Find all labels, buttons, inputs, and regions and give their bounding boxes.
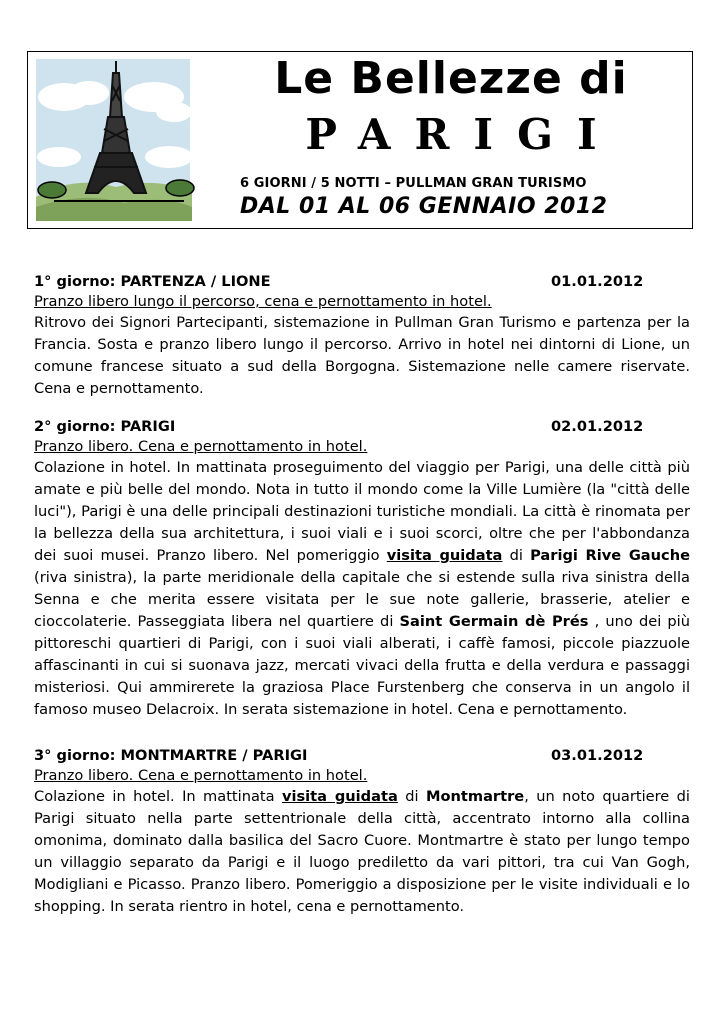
- day-1-description: Ritrovo dei Signori Partecipanti, sistemazione in Pullman Gran Turismo e partenza per la Francia. Sosta e pranzo libero lungo il percorso. Arrivo in hotel nei dintorni di Lione, un comune francese situato a sud della Borgogna. Sistemazione nelle camere riservate. Cena e pernottamento.: [34, 314, 690, 397]
- eiffel-tower-illustration: [34, 57, 200, 223]
- day-2-heading: [34, 417, 690, 437]
- trip-subtitle: 6 GIORNI / 5 NOTTI – PULLMAN GRAN TURISMO: [240, 176, 587, 191]
- day-3-heading: [34, 746, 690, 766]
- day-1-date: 01.01.2012: [551, 273, 644, 290]
- day-3-title: 3° giorno: MONTMARTRE / PARIGI: [34, 747, 308, 764]
- day-3-guided-visit: visita guidata: [281, 788, 398, 805]
- day-2-meals: Pranzo libero. Cena e pernottamento in hotel.: [34, 438, 368, 455]
- day-3-section: [34, 746, 690, 918]
- day-3-meals: Pranzo libero. Cena e pernottamento in hotel.: [34, 767, 368, 784]
- trip-dates: DAL 01 AL 06 GENNAIO 2012: [240, 194, 608, 219]
- day-1-heading: [34, 272, 690, 292]
- day-2-place-rive-gauche: Parigi Rive Gauche: [530, 547, 690, 564]
- day-2-text-a: Colazione in hotel. In mattinata proseguimento del viaggio per Parigi, una delle città più amate e più belle del mondo. Nota in tutto il mondo come la Ville Lumière (la "città delle luci"), Parigi è una delle principali destinazioni turistiche mondiali. La città è rinomata per la bellezza della sua architettura, i suoi viali e i suoi scorci, oltre che per l'abbondanza dei suoi musei. Pranzo libero. Nel pomeriggio: [34, 459, 690, 564]
- day-2-guided-visit: visita guidata: [386, 547, 503, 564]
- day-3-text-a: Colazione in hotel. In mattinata: [34, 788, 282, 805]
- day-2-text-b: di: [502, 547, 531, 564]
- day-2-section: [34, 417, 690, 721]
- day-3-place-montmartre: Montmartre: [425, 788, 525, 805]
- day-2-date: 02.01.2012: [551, 418, 644, 435]
- day-1-title: 1° giorno: PARTENZA / LIONE: [34, 273, 271, 290]
- day-3-description: [34, 786, 690, 918]
- day-2-text-c: (riva sinistra), la parte meridionale della capitale che si estende sulla riva sinistra della Senna e che merita essere visitata per le sue note gallerie, brasserie, atelier e cioccolaterie. Passeggiata libera nel quartiere di: [34, 569, 690, 630]
- day-2-description: [34, 457, 690, 721]
- header-box: [27, 51, 693, 229]
- day-1-section: [34, 272, 690, 400]
- day-2-title: 2° giorno: PARIGI: [34, 418, 176, 435]
- day-3-text-c: , un noto quartiere di Parigi situato nella parte settentrionale della città, accentrato intorno alla collina omonima, dominato dalla basilica del Sacro Cuore. Montmartre è stato per lungo tempo un villaggio separato da Parigi e il luogo prediletto da vari pittori, tra cui Van Gogh, Modigliani e Picasso. Pranzo libero. Pomeriggio a disposizione per le visite individuali e lo shopping. In serata rientro in hotel, cena e pernottamento.: [34, 788, 690, 915]
- title-line-2: PARIGI: [305, 110, 621, 159]
- day-1-meals: Pranzo libero lungo il percorso, cena e pernottamento in hotel.: [34, 293, 492, 310]
- day-2-text-d: , uno dei più pittoreschi quartieri di Parigi, con i suoi viali alberati, i caffè famosi, piccole piazzuole affascinanti in cui si suonava jazz, mercati vivaci della frutta e della verdura e passaggi misteriosi. Qui ammirerete la graziosa Place Furstenberg che conserva in un angolo il famoso museo Delacroix. In serata sistemazione in hotel. Cena e pernottamento.: [34, 613, 690, 718]
- title-line-1: Le Bellezze di: [274, 53, 628, 104]
- day-3-text-b: di: [397, 788, 426, 805]
- day-3-date: 03.01.2012: [551, 747, 644, 764]
- day-2-place-saint-germain: Saint Germain dè Prés: [399, 613, 589, 630]
